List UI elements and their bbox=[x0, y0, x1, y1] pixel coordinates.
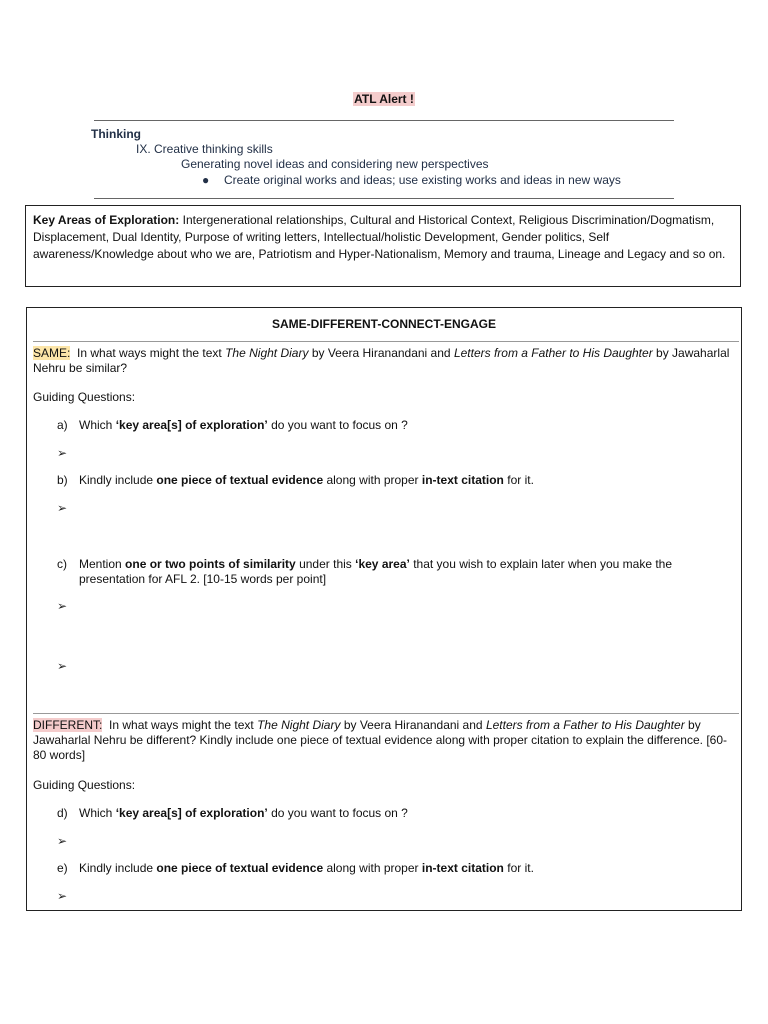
question-b-mid: along with proper bbox=[326, 473, 419, 487]
bullet-icon: ● bbox=[202, 173, 210, 187]
question-e-bold2: in-text citation bbox=[421, 861, 504, 875]
question-b bbox=[57, 473, 719, 488]
different-prompt-text-b: by Veera Hiranandani and bbox=[343, 718, 483, 732]
question-d-bold: ‘key area[s] of exploration’ bbox=[115, 806, 268, 820]
atl-skill: IX. Creative thinking skills bbox=[136, 142, 273, 156]
bottom-divider bbox=[94, 198, 674, 199]
question-e-label: e) bbox=[57, 861, 68, 875]
different-guiding-label: Guiding Questions: bbox=[33, 778, 136, 792]
question-a-pre: Which bbox=[79, 418, 113, 432]
different-prompt bbox=[33, 718, 737, 763]
question-b-post: for it. bbox=[507, 473, 534, 487]
question-a-label: a) bbox=[57, 418, 68, 432]
key-areas-text: Intergenerational relationships, Cultural and Historical Context, Religious Discrimination/Dogmatism, Displacement, Dual Identity, Purpose of writing letters, Intellectual/holistic Development, Gender politics, Self awareness/Knowledge about who we are, Patriotism and Hyper-Nationalism, Memory and trauma, Lineage and Legacy and so on. bbox=[33, 213, 726, 261]
question-a bbox=[57, 418, 719, 433]
question-c-bold1: one or two points of similarity bbox=[125, 557, 296, 571]
same-prompt-text-a: In what ways might the text bbox=[77, 346, 222, 360]
question-c-bold2: ‘key area’ bbox=[355, 557, 410, 571]
different-prompt-text-a: In what ways might the text bbox=[109, 718, 254, 732]
answer-arrow-icon: ➢ bbox=[57, 501, 68, 515]
key-areas-label: Key Areas of Exploration: bbox=[33, 213, 180, 227]
question-d bbox=[57, 806, 719, 821]
question-b-label: b) bbox=[57, 473, 68, 487]
question-b-bold1: one piece of textual evidence bbox=[156, 473, 324, 487]
different-book1: The Night Diary bbox=[257, 718, 341, 732]
question-d-label: d) bbox=[57, 806, 68, 820]
key-areas-box bbox=[25, 205, 741, 287]
atl-bullet-item bbox=[202, 173, 621, 187]
different-book2: Letters from a Father to His Daughter bbox=[485, 718, 685, 732]
question-c-post: that you wish to explain later when you make the presentation for AFL 2. [10-15 words per point] bbox=[79, 557, 673, 586]
answer-arrow-icon: ➢ bbox=[57, 889, 68, 903]
question-b-pre: Kindly include bbox=[79, 473, 154, 487]
question-b-bold2: in-text citation bbox=[421, 473, 504, 487]
same-guiding-label: Guiding Questions: bbox=[33, 390, 136, 404]
answer-arrow-icon: ➢ bbox=[57, 659, 68, 673]
atl-bullet-text: Create original works and ideas; use existing works and ideas in new ways bbox=[224, 173, 621, 187]
atl-category: Thinking bbox=[91, 127, 141, 141]
question-e bbox=[57, 861, 719, 876]
heading-divider bbox=[33, 341, 739, 342]
question-d-post: do you want to focus on ? bbox=[271, 806, 408, 820]
worksheet-heading: SAME-DIFFERENT-CONNECT-ENGAGE bbox=[271, 317, 496, 331]
atl-alert-title bbox=[0, 92, 768, 106]
question-a-post: do you want to focus on ? bbox=[271, 418, 408, 432]
section-divider bbox=[33, 713, 739, 714]
question-c-mid: under this bbox=[299, 557, 352, 571]
question-c-pre: Mention bbox=[79, 557, 122, 571]
question-e-mid: along with proper bbox=[326, 861, 419, 875]
question-e-bold1: one piece of textual evidence bbox=[156, 861, 324, 875]
answer-arrow-icon: ➢ bbox=[57, 599, 68, 613]
question-d-pre: Which bbox=[79, 806, 113, 820]
question-a-bold: ‘key area[s] of exploration’ bbox=[115, 418, 268, 432]
atl-alert-title-text: ATL Alert ! bbox=[354, 92, 414, 106]
same-prompt-text-b: by Veera Hiranandani and bbox=[311, 346, 451, 360]
same-prompt-text-c: by Jawaharlal Nehru be similar? bbox=[33, 346, 730, 375]
different-prompt-text-c: by Jawaharlal Nehru be different? Kindly include one piece of textual evidence along with proper citation to explain the difference. [60-80 words] bbox=[33, 718, 727, 762]
same-tag: SAME: bbox=[33, 346, 71, 360]
question-e-pre: Kindly include bbox=[79, 861, 154, 875]
different-tag: DIFFERENT: bbox=[33, 718, 103, 732]
same-book2: Letters from a Father to His Daughter bbox=[453, 346, 653, 360]
top-divider bbox=[94, 120, 674, 121]
question-c bbox=[57, 557, 719, 587]
question-e-post: for it. bbox=[507, 861, 534, 875]
answer-arrow-icon: ➢ bbox=[57, 446, 68, 460]
worksheet-box bbox=[26, 307, 742, 911]
question-c-label: c) bbox=[57, 557, 67, 571]
answer-arrow-icon: ➢ bbox=[57, 834, 68, 848]
atl-subskill: Generating novel ideas and considering new perspectives bbox=[181, 157, 489, 171]
same-prompt bbox=[33, 346, 737, 376]
same-book1: The Night Diary bbox=[225, 346, 309, 360]
